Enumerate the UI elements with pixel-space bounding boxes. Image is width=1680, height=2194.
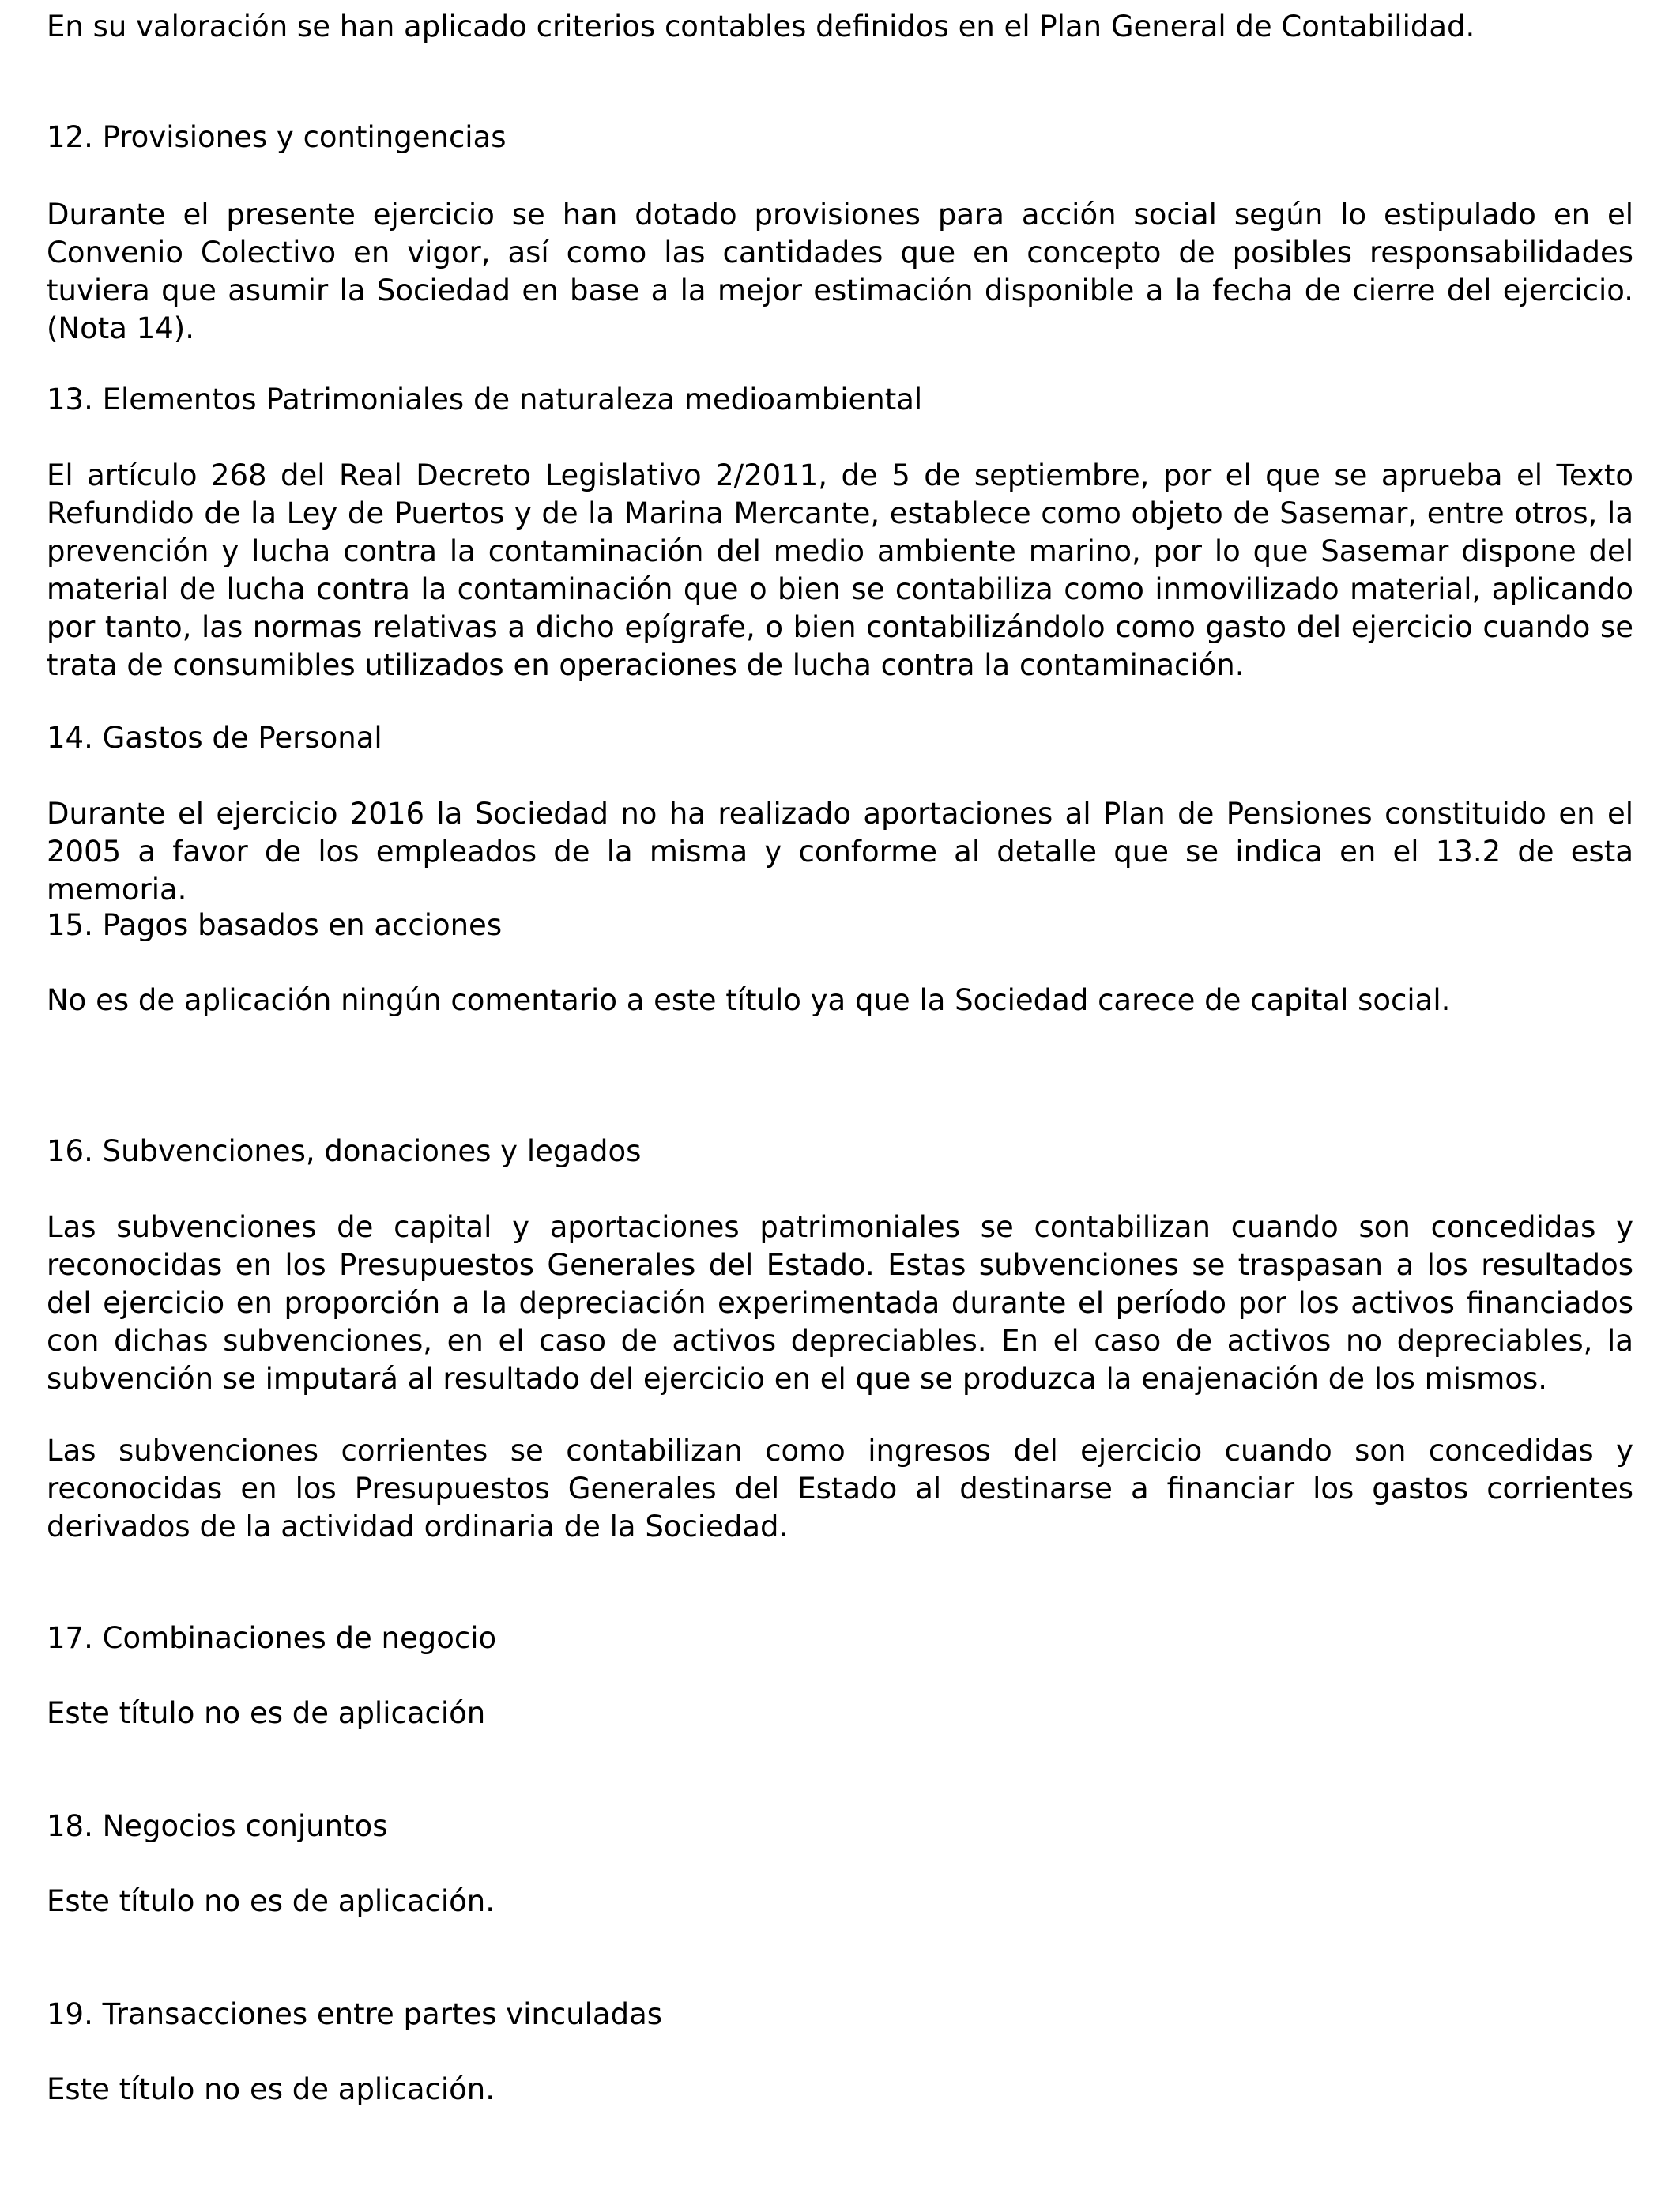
section-14-paragraph: Durante el ejercicio 2016 la Sociedad no ha realizado aportaciones al Plan de Pensiones constituido en el 2005 a favor de los empleados de la misma y conforme al detalle que se indica en el 13.2 de esta memoria. — [47, 797, 1633, 907]
section-12-paragraph: Durante el presente ejercicio se han dotado provisiones para acción social según lo estipulado en el Convenio Colectivo en vigor, así como las cantidades que en concepto de posibles responsabilidades tuviera que asumir la Sociedad en base a la mejor estimación disponible a la fecha de cierre del ejercicio. (Nota 14). — [47, 198, 1633, 345]
section-17-paragraph: Este título no es de aplicación — [47, 1696, 486, 1730]
section-17-heading: 17. Combinaciones de negocio — [47, 1621, 497, 1655]
section-13-paragraph: El artículo 268 del Real Decreto Legislativo 2/2011, de 5 de septiembre, por el que se aprueba el Texto Refundido de la Ley de Puertos y de la Marina Mercante, establece como objeto de Sasemar, entre otros, la prevención y lucha contra la contaminación del medio ambiente marino, por lo que Sasemar dispone del material de lucha contra la contaminación que o bien se contabiliza como inmovilizado material, aplicando por tanto, las normas relativas a dicho epígrafe, o bien contabilizándolo como gasto del ejercicio cuando se trata de consumibles utilizados en operaciones de lucha contra la contaminación. — [47, 458, 1633, 682]
section-19-heading: 19. Transacciones entre partes vinculadas — [47, 1997, 663, 2031]
section-14-heading: 14. Gastos de Personal — [47, 721, 382, 755]
section-19-paragraph: Este título no es de aplicación. — [47, 2072, 495, 2106]
intro-text: En su valoración se han aplicado criterios contables definidos en el Plan General de Contabilidad. — [47, 9, 1475, 43]
section-15-paragraph: No es de aplicación ningún comentario a este título ya que la Sociedad carece de capital social. — [47, 983, 1451, 1017]
section-18-heading: 18. Negocios conjuntos — [47, 1809, 388, 1843]
section-15-heading: 15. Pagos basados en acciones — [47, 908, 503, 942]
section-16-paragraph-2: Las subvenciones corrientes se contabilizan como ingresos del ejercicio cuando son concedidas y reconocidas en los Presupuestos Generales del Estado al destinarse a financiar los gastos corrientes derivados de la actividad ordinaria de la Sociedad. — [47, 1434, 1633, 1544]
section-12-heading: 12. Provisiones y contingencias — [47, 120, 507, 154]
section-16-heading: 16. Subvenciones, donaciones y legados — [47, 1134, 642, 1168]
section-16-paragraph-1: Las subvenciones de capital y aportaciones patrimoniales se contabilizan cuando son concedidas y reconocidas en los Presupuestos Generales del Estado. Estas subvenciones se traspasan a los resultados del ejercicio en proporción a la depreciación experimentada durante el período por los activos financiados con dichas subvenciones, en el caso de activos depreciables. En el caso de activos no depreciables, la subvención se imputará al resultado del ejercicio en el que se produzca la enajenación de los mismos. — [47, 1210, 1633, 1396]
section-18-paragraph: Este título no es de aplicación. — [47, 1884, 495, 1918]
section-13-heading: 13. Elementos Patrimoniales de naturaleza medioambiental — [47, 383, 923, 417]
